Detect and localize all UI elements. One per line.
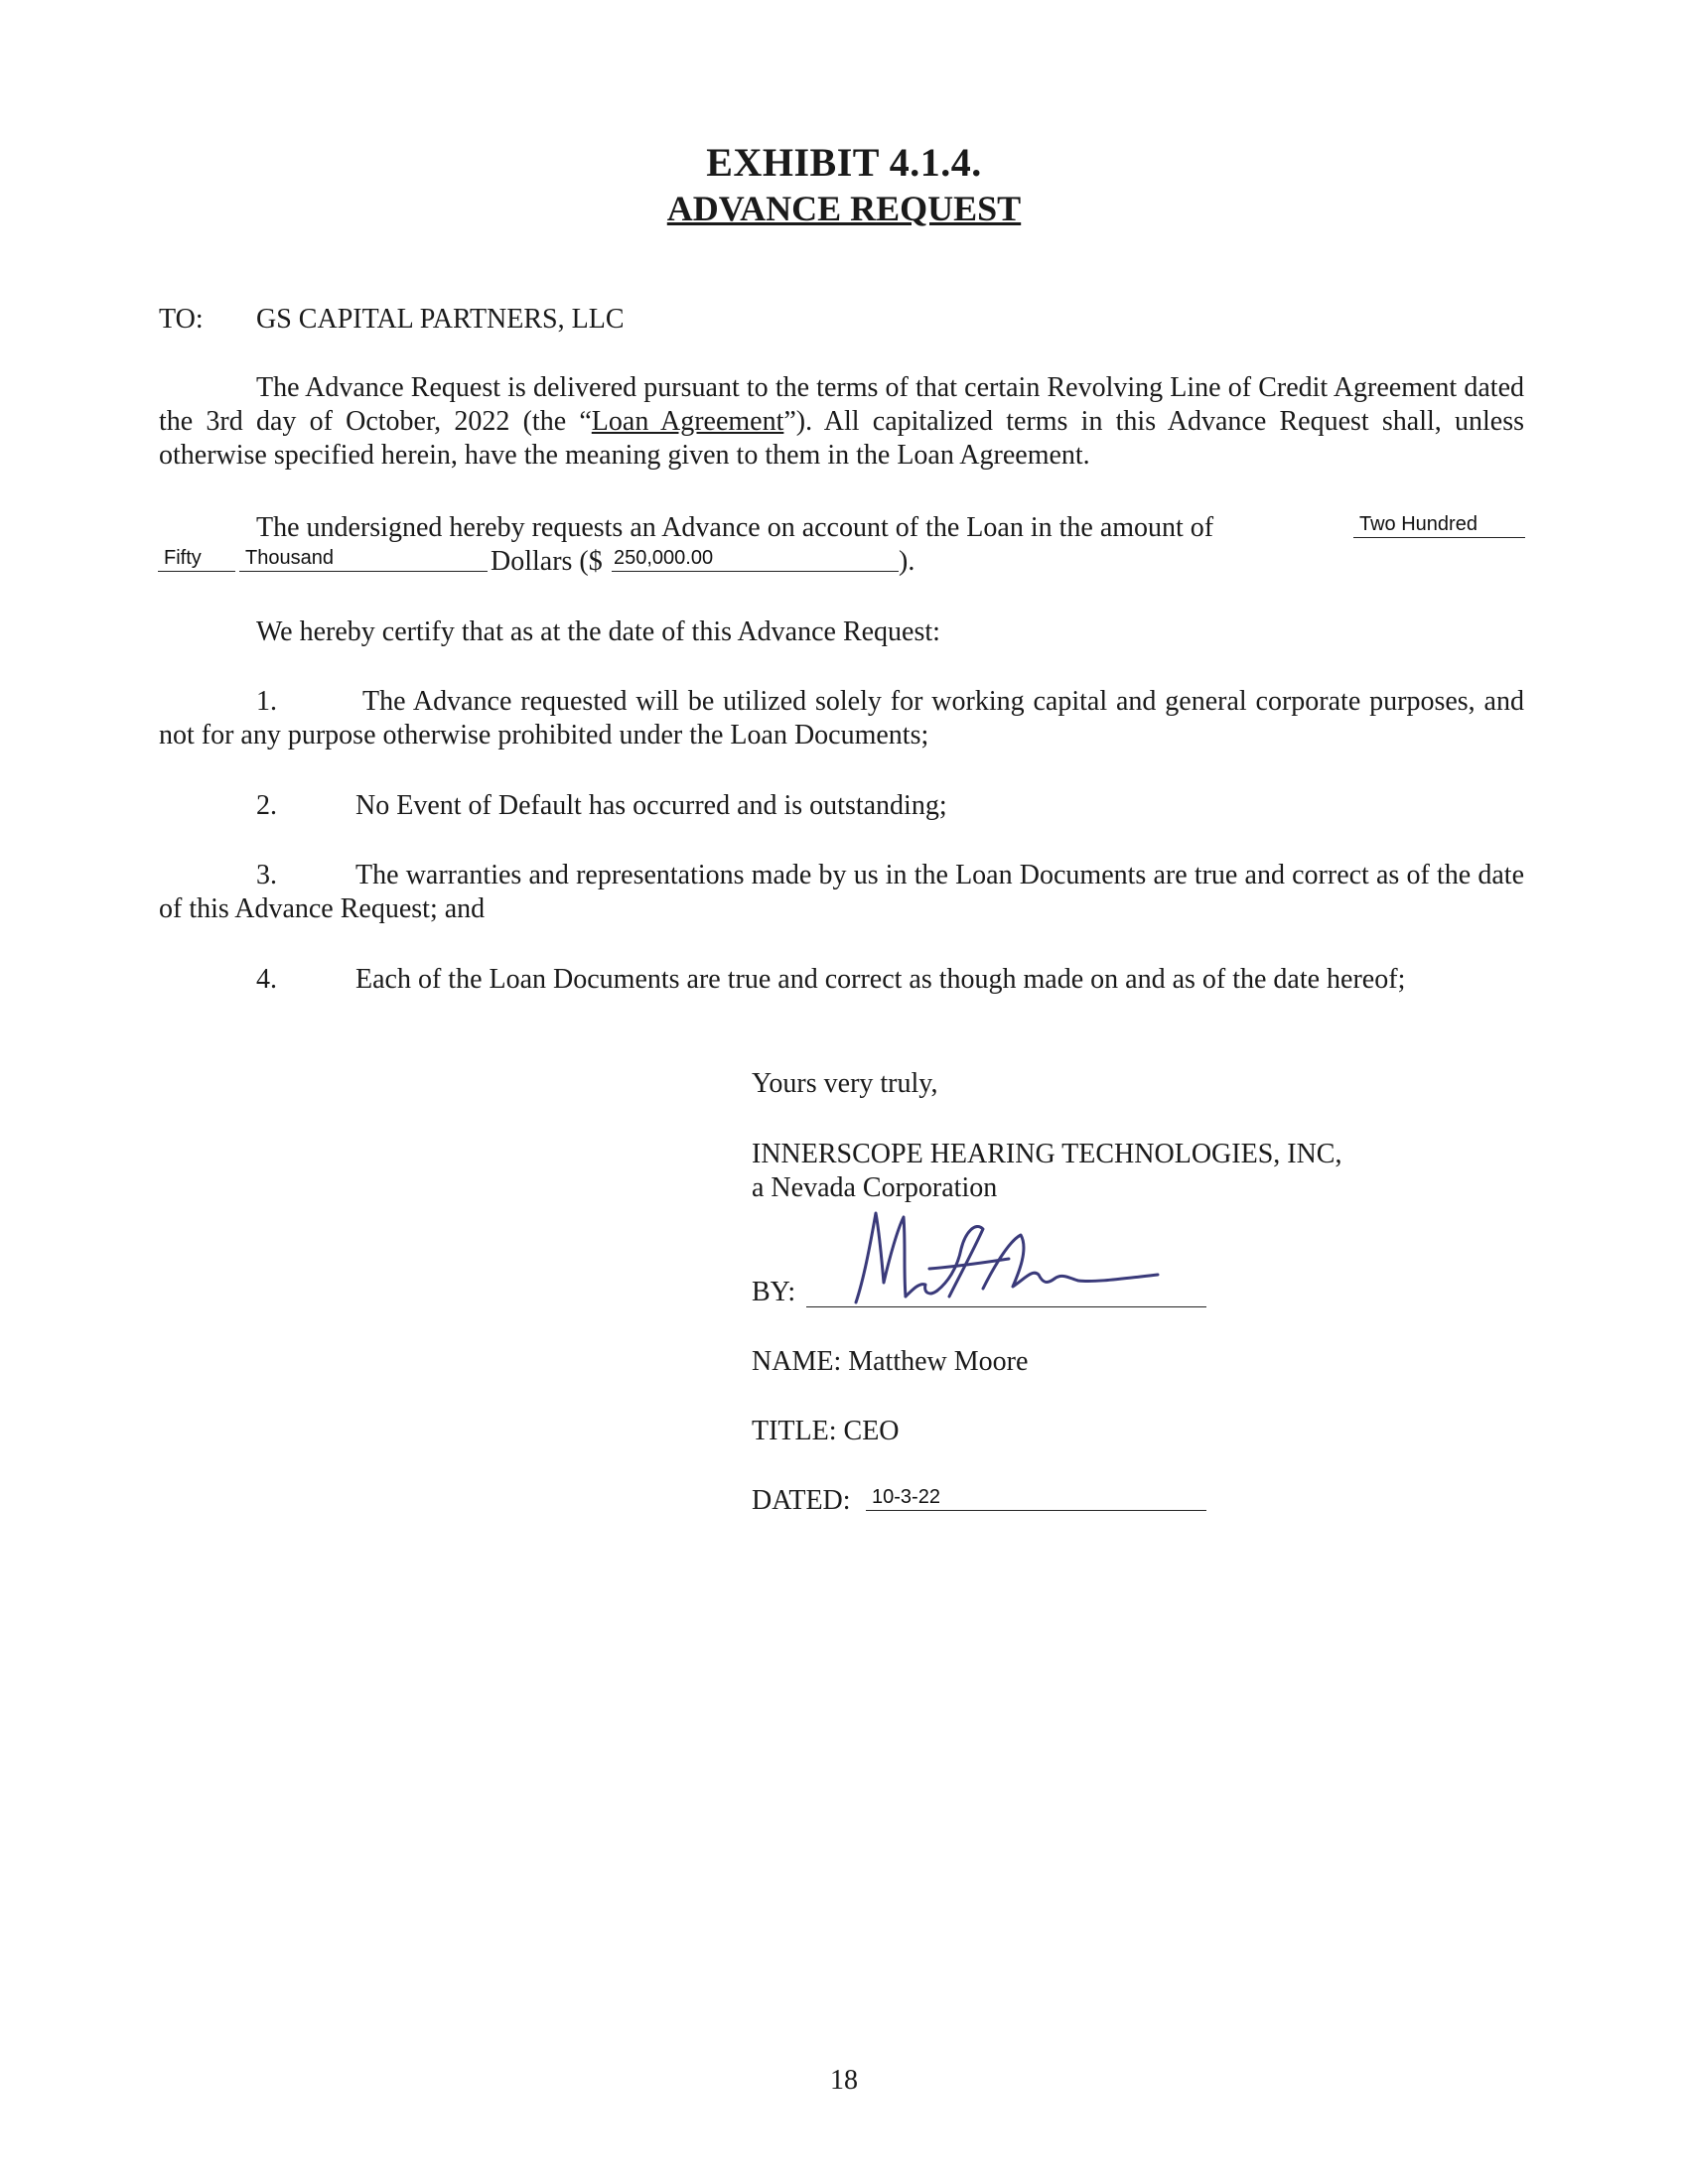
dated-label: DATED: [752,1485,851,1516]
dated-field[interactable]: 10-3-22 [866,1486,1206,1511]
item-text: Each of the Loan Documents are true and correct as though made on and as of the date hereof; [355,964,1406,995]
item-text: No Event of Default has occurred and is outstanding; [355,790,947,821]
intro-text-start: The Advance Request is delivered pursuant to the terms of that certain Revolving Line of Credit Agreement dated the 3rd day of October, 2022 (the “ [159,372,1524,437]
item-number: 2. [256,790,277,821]
amount-words-field-1[interactable]: Two Hundred [1353,513,1525,538]
to-label: TO: [159,304,204,335]
amount-words-field-2[interactable]: Fifty [158,547,235,572]
item-text: The Advance requested will be utilized solely for working capital and general corporate purposes, and not for any purpose otherwise prohibited under the Loan Documents; [159,686,1524,751]
signer-name: NAME: Matthew Moore [752,1346,1029,1377]
amount-words-field-3[interactable]: Thousand [239,547,488,572]
item-text: The warranties and representations made by us in the Loan Documents are true and correct as of the date of this Advance Request; and [159,860,1524,924]
intro-text-end: ”). All capitalized terms in this Advance Request shall, unless otherwise specified herein, have the meaning given to them in the Loan Agreement. [159,406,1525,471]
handwritten-signature [834,1199,1172,1308]
signer-title: TITLE: CEO [752,1416,900,1446]
company-type: a Nevada Corporation [752,1172,998,1203]
intro-paragraph [159,371,1524,473]
amount-figure-field[interactable]: 250,000.00 [612,547,899,572]
to-recipient: GS CAPITAL PARTNERS, LLC [256,304,625,335]
document-title: ADVANCE REQUEST [666,189,1022,228]
amount-close: ). [899,546,915,577]
title-block [0,139,1688,229]
dollars-label: Dollars ($ [491,546,603,577]
company-name: INNERSCOPE HEARING TECHNOLOGIES, INC, [752,1139,1342,1169]
closing-salutation: Yours very truly, [752,1068,938,1099]
item-number: 3. [256,860,277,890]
exhibit-number: EXHIBIT 4.1.4. [706,140,982,185]
page-number: 18 [830,2065,858,2096]
by-label: BY: [752,1277,796,1307]
certify-statement: We hereby certify that as at the date of this Advance Request: [256,616,940,647]
loan-agreement-term: Loan Agreement [591,406,784,437]
item-number: 4. [256,964,277,995]
request-text: The undersigned hereby requests an Advance on account of the Loan in the amount of [256,512,1214,543]
item-number: 1. [256,686,277,717]
